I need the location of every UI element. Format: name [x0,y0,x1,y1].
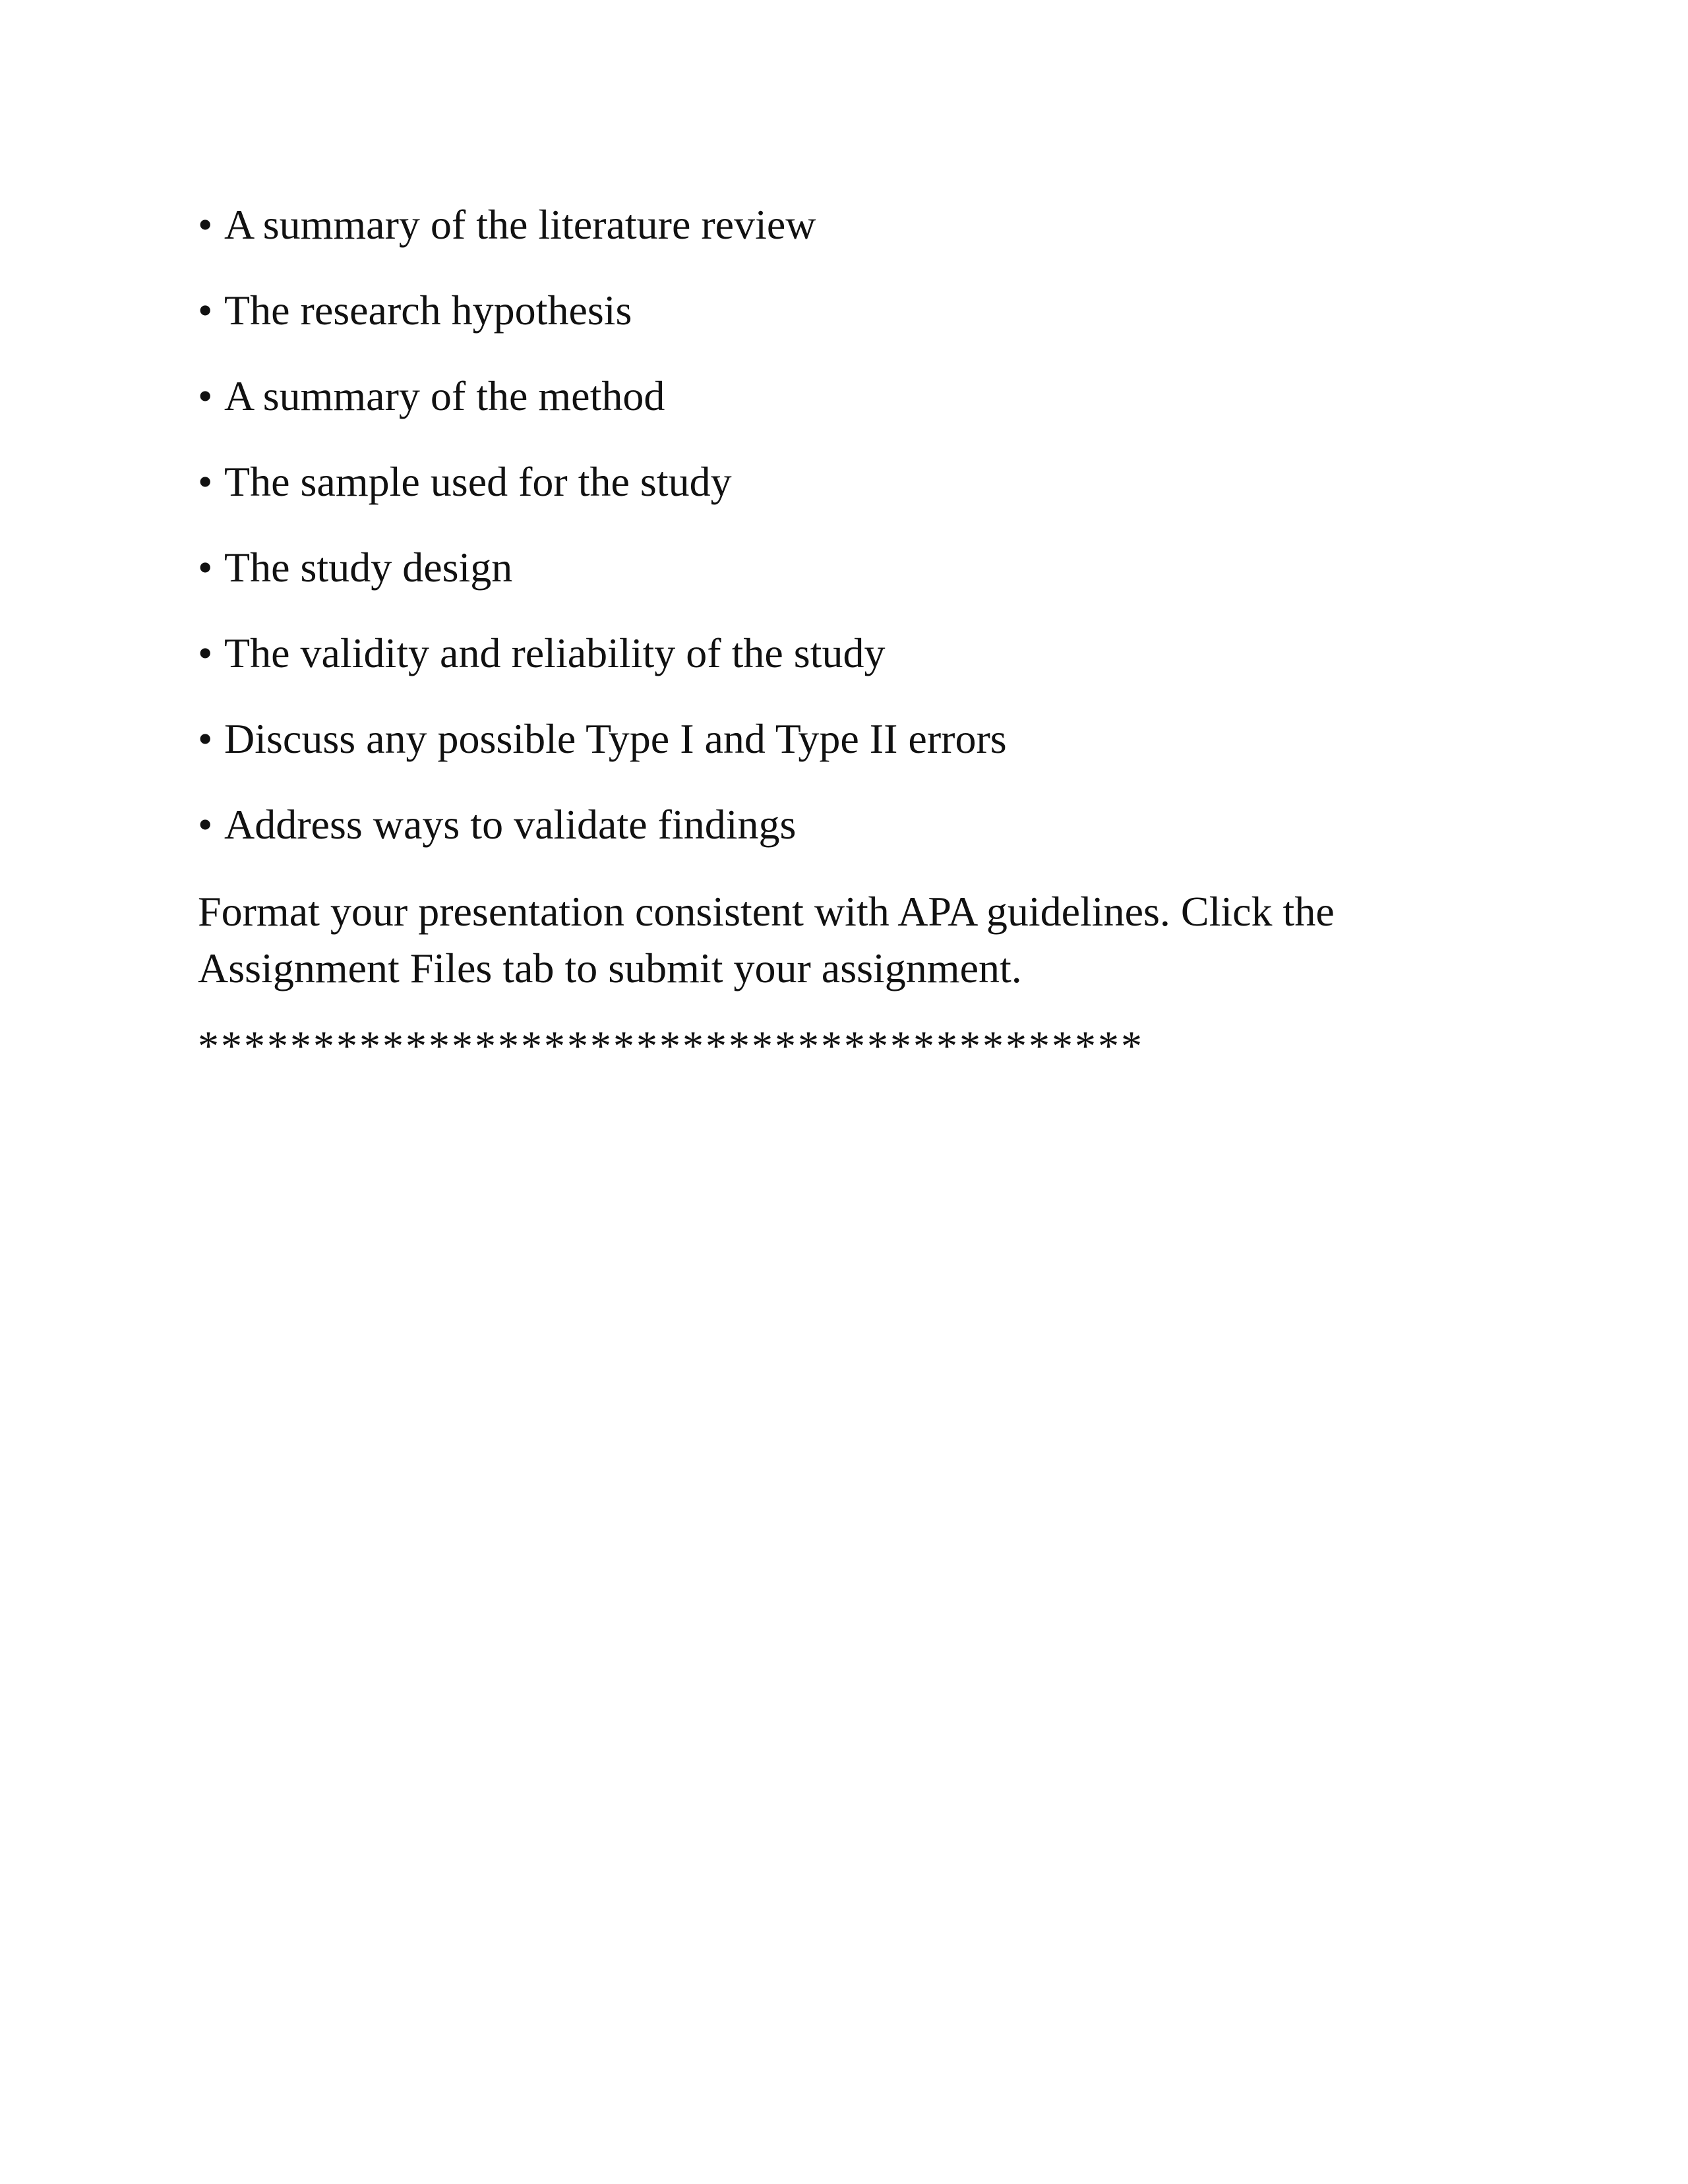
list-item-text: Discuss any possible Type I and Type II errors [224,715,1007,762]
list-item-text: The research hypothesis [224,287,632,334]
bullet-icon: • [198,458,213,505]
list-item-text: Address ways to validate findings [224,801,797,848]
list-item-text: The study design [224,544,513,591]
list-item [198,196,1007,282]
list-item [198,454,1007,539]
list-item [198,539,1007,625]
list-item-text: The sample used for the study [224,458,732,505]
bullet-icon: • [198,372,213,419]
list-item [198,625,1007,711]
closing-paragraph: Format your presentation consistent with APA guidelines. Click the Assignment Files tab to submit your assignment. [198,888,1335,991]
asterisk-divider: ***************************************** [198,1022,1144,1069]
bullet-icon: • [198,544,213,591]
bullet-icon: • [198,630,213,676]
list-item-text: A summary of the method [224,372,665,419]
list-item [198,711,1007,796]
bullet-icon: • [198,287,213,334]
list-item [198,796,1007,882]
list-item [198,282,1007,368]
requirements-list [198,196,1007,882]
bullet-icon: • [198,201,213,248]
list-item-text: A summary of the literature review [224,201,816,248]
list-item [198,368,1007,454]
bullet-icon: • [198,715,213,762]
bullet-icon: • [198,801,213,848]
list-item-text: The validity and reliability of the study [224,630,886,676]
